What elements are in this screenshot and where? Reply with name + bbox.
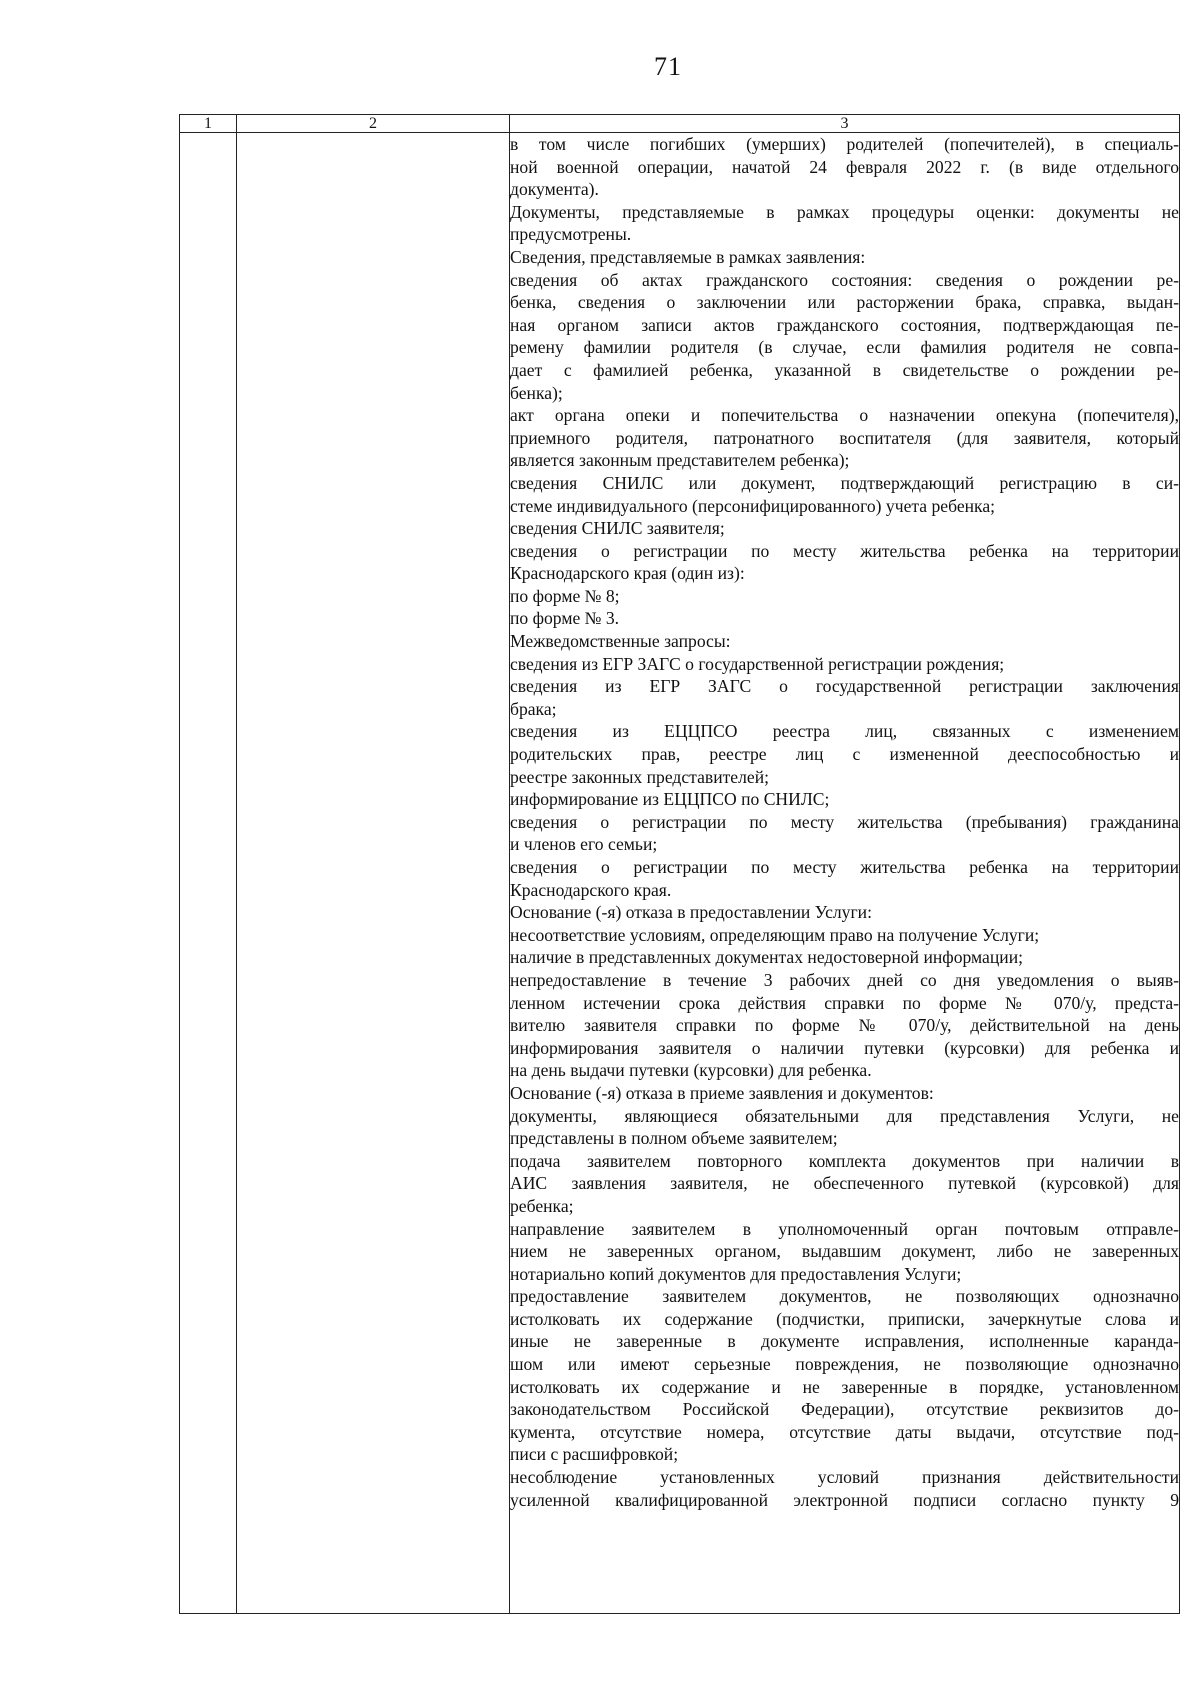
text-line: истолковать их содержание (подчистки, приписки, зачеркнутые слова и xyxy=(510,1308,1179,1329)
table-row xyxy=(180,133,1180,1614)
text-line: бенка); xyxy=(510,382,563,403)
text-line: по форме № 3. xyxy=(510,608,620,629)
text-line: предусмотрены. xyxy=(510,224,632,245)
text-line: иные не заверенные в документе исправления, исполненные каранда- xyxy=(510,1331,1179,1352)
text-line: ной военной операции, начатой 24 февраля 2022 г. (в виде отдельного xyxy=(510,156,1179,177)
column-header-1: 1 xyxy=(180,115,237,133)
text-line: сведения СНИЛС или документ, подтверждающий регистрацию в си- xyxy=(510,472,1179,493)
text-line: нием не заверенных органом, выдавшим документ, либо не заверенных xyxy=(510,1241,1179,1262)
text-line: сведения о регистрации по месту жительства (пребывания) гражданина xyxy=(510,811,1179,832)
text-line: АИС заявления заявителя, не обеспеченного путевкой (курсовкой) для xyxy=(510,1173,1179,1194)
text-line: Основание (-я) отказа в предоставлении Услуги: xyxy=(510,902,872,923)
text-line: ребенка; xyxy=(510,1195,574,1216)
text-line: Документы, представляемые в рамках процедуры оценки: документы не xyxy=(510,201,1179,222)
text-line: информирование из ЕЦЦПСО по СНИЛС; xyxy=(510,789,830,810)
text-line: несоответствие условиям, определяющим право на получение Услуги; xyxy=(510,924,1040,945)
cell-column-1 xyxy=(180,133,237,1614)
text-line: вителю заявителя справки по форме № 070/у, действительной на день xyxy=(510,1015,1179,1036)
text-line: по форме № 8; xyxy=(510,585,620,606)
text-line: сведения о регистрации по месту жительства ребенка на территории xyxy=(510,540,1179,561)
text-line: документы, являющиеся обязательными для представления Услуги, не xyxy=(510,1105,1179,1126)
text-line: нотариально копий документов для предоставления Услуги; xyxy=(510,1263,962,1284)
text-line: несоблюдение установленных условий признания действительности xyxy=(510,1467,1179,1488)
text-line: сведения из ЕГР ЗАГС о государственной регистрации рождения; xyxy=(510,653,1005,674)
text-line: ная органом записи актов гражданского состояния, подтверждающая пе- xyxy=(510,314,1179,335)
column-header-3: 3 xyxy=(510,115,1180,133)
text-line: подача заявителем повторного комплекта документов при наличии в xyxy=(510,1150,1179,1171)
text-line: направление заявителем в уполномоченный орган почтовым отправле- xyxy=(510,1218,1179,1239)
text-line: сведения из ЕГР ЗАГС о государственной регистрации заключения xyxy=(510,676,1179,697)
text-line: на день выдачи путевки (курсовки) для ребенка. xyxy=(510,1060,872,1081)
text-line: родительских прав, реестре лиц с измененной дееспособностью и xyxy=(510,744,1179,765)
text-line: стеме индивидуального (персонифицированного) учета ребенка; xyxy=(510,495,996,516)
text-line: информирования заявителя о наличии путевки (курсовки) для ребенка и xyxy=(510,1037,1179,1058)
text-line: непредоставление в течение 3 рабочих дней со дня уведомления о выяв- xyxy=(510,969,1179,990)
text-line: и членов его семьи; xyxy=(510,834,658,855)
page-number: 71 xyxy=(654,52,682,81)
column-header-2: 2 xyxy=(237,115,510,133)
text-line: истолковать их содержание и не заверенные в порядке, установленном xyxy=(510,1376,1179,1397)
text-line: законодательством Российской Федерации), отсутствие реквизитов до- xyxy=(510,1399,1179,1420)
text-line: сведения СНИЛС заявителя; xyxy=(510,518,725,539)
table-header-row xyxy=(180,115,1180,133)
text-line: Краснодарского края (один из): xyxy=(510,563,745,584)
text-line: приемного родителя, патронатного воспитателя (для заявителя, который xyxy=(510,427,1179,448)
text-line: усиленной квалифицированной электронной подписи согласно пункту 9 xyxy=(510,1489,1179,1510)
text-line: реестре законных представителей; xyxy=(510,766,770,787)
text-line: сведения об актах гражданского состояния: сведения о рождении ре- xyxy=(510,269,1179,290)
text-line: Основание (-я) отказа в приеме заявления и документов: xyxy=(510,1082,934,1103)
text-line: предоставление заявителем документов, не позволяющих однозначно xyxy=(510,1286,1179,1307)
text-line: ленном истечении срока действия справки по форме № 070/у, предста- xyxy=(510,992,1179,1013)
text-line: представлены в полном объеме заявителем; xyxy=(510,1128,838,1149)
text-line: дает с фамилией ребенка, указанной в свидетельстве о рождении ре- xyxy=(510,359,1179,380)
cell-column-3-text xyxy=(510,133,1180,1614)
text-line: писи с расшифровкой; xyxy=(510,1444,679,1465)
text-line: ремену фамилии родителя (в случае, если фамилия родителя не совпа- xyxy=(510,337,1179,358)
text-line: бенка, сведения о заключении или расторжении брака, справка, выдан- xyxy=(510,292,1179,313)
text-line: в том числе погибших (умерших) родителей (попечителей), в специаль- xyxy=(510,134,1179,154)
text-line: сведения из ЕЦЦПСО реестра лиц, связанных с изменением xyxy=(510,721,1179,742)
text-line: акт органа опеки и попечительства о назначении опекуна (попечителя), xyxy=(510,405,1179,426)
text-line: наличие в представленных документах недостоверной информации; xyxy=(510,947,1023,968)
text-line: брака; xyxy=(510,698,557,719)
document-table xyxy=(179,114,1180,1614)
text-line: является законным представителем ребенка); xyxy=(510,450,850,471)
text-line: сведения о регистрации по месту жительства ребенка на территории xyxy=(510,857,1179,877)
text-line: документа). xyxy=(510,179,599,200)
text-line: Сведения, представляемые в рамках заявления: xyxy=(510,246,866,267)
text-line: Межведомственные запросы: xyxy=(510,631,731,652)
cell-column-2 xyxy=(237,133,510,1614)
text-line: кумента, отсутствие номера, отсутствие даты выдачи, отсутствие под- xyxy=(510,1421,1179,1442)
text-line: Краснодарского края. xyxy=(510,879,672,900)
text-line: шом или имеют серьезные повреждения, не позволяющие однозначно xyxy=(510,1354,1179,1375)
